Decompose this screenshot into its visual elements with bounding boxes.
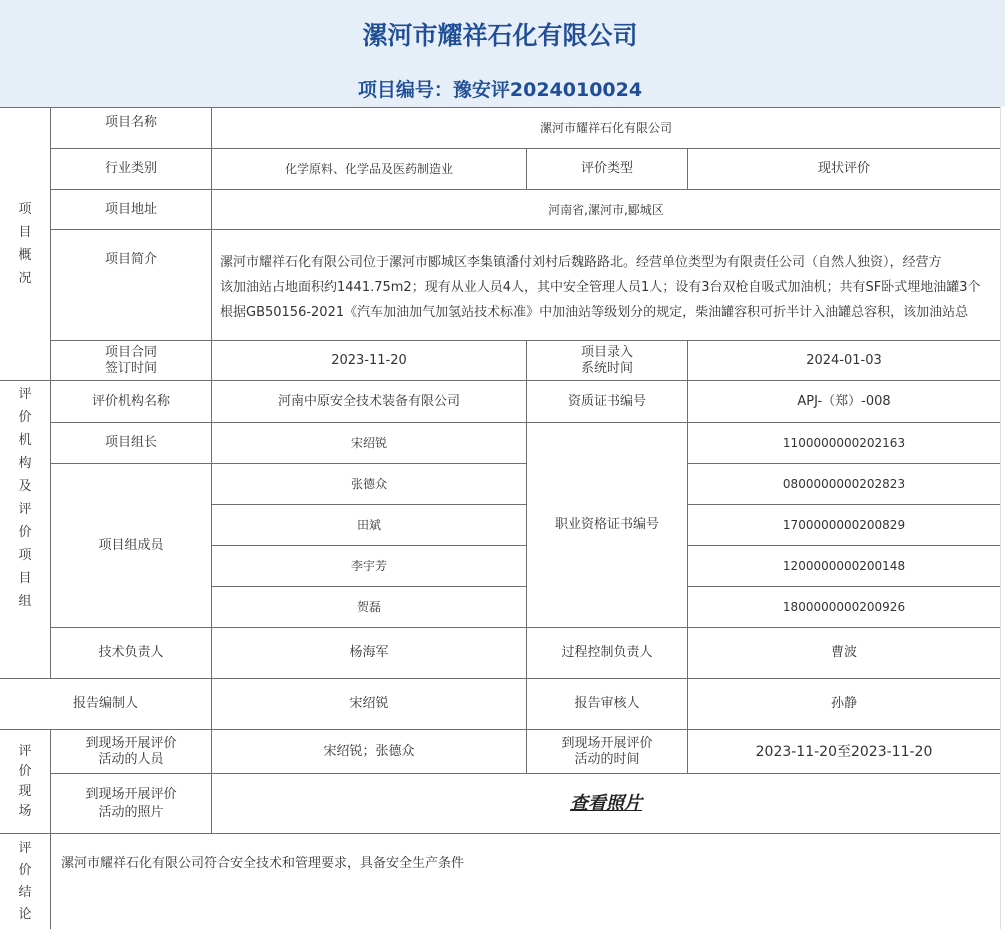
section-label-conclusion <box>0 834 51 929</box>
qualification-number: 1700000000200829 <box>688 505 1000 546</box>
section-char: 机 <box>18 433 32 448</box>
section-char: 评 <box>18 387 32 402</box>
members-label: 项目组成员 <box>51 464 212 628</box>
section-char: 价 <box>18 862 32 878</box>
qualification-label: 职业资格证书编号 <box>527 423 688 628</box>
section-label-site <box>0 730 51 834</box>
label-line: 签订时间 <box>104 360 157 376</box>
industry-label: 行业类别 <box>51 149 212 190</box>
tech-lead-value: 杨海军 <box>212 628 527 679</box>
section-char: 价 <box>18 525 32 540</box>
project-name-value: 漯河市耀祥石化有限公司 <box>212 107 1000 149</box>
view-photos-link[interactable]: 查看照片 <box>570 792 642 814</box>
site-photo-cell <box>212 774 1000 834</box>
process-lead-label: 过程控制负责人 <box>527 628 688 679</box>
report-reviewer-value: 孙静 <box>688 679 1000 730</box>
section-char: 价 <box>18 763 32 779</box>
tech-lead-label: 技术负责人 <box>51 628 212 679</box>
section-char: 论 <box>18 906 32 922</box>
intro-line: 该加油站占地面积约1441.75m2；现有从业人员4人，其中安全管理人员1人；设有3台双枪自吸式加油机；共有SF卧式埋地油罐3个 <box>220 280 981 295</box>
cert-label: 资质证书编号 <box>527 381 688 423</box>
intro-value <box>212 230 1000 341</box>
section-char: 现 <box>18 783 32 799</box>
conclusion-text: 漯河市耀祥石化有限公司符合安全技术和管理要求，具备安全生产条件 <box>51 834 1000 929</box>
section-char: 场 <box>18 803 32 819</box>
intro-line: 根据GB50156-2021《汽车加油加气加氢站技术标准》中加油站等级划分的规定，柴油罐容积可折半计入油罐总容积，该加油站总 <box>220 305 969 320</box>
section-char: 目 <box>18 225 32 240</box>
section-label-agency <box>0 381 51 679</box>
member-name: 张德众 <box>212 464 527 505</box>
scrollbar-track[interactable] <box>1000 107 1001 929</box>
eval-type-label: 评价类型 <box>527 149 688 190</box>
project-name-label: 项目名称 <box>51 107 212 149</box>
industry-value: 化学原料、化学品及医药制造业 <box>212 149 527 190</box>
member-name: 李宇芳 <box>212 546 527 587</box>
label-line: 到现场开展评价 <box>85 735 177 751</box>
section-char: 价 <box>18 410 32 425</box>
section-char: 评 <box>18 743 32 759</box>
section-label-overview <box>0 107 51 381</box>
section-char: 组 <box>18 594 32 609</box>
page-title: 漯河市耀祥石化有限公司 <box>362 21 638 50</box>
section-char: 评 <box>18 840 32 856</box>
section-char: 目 <box>18 571 32 586</box>
site-people-value: 宋绍锐；张德众 <box>212 730 527 774</box>
eval-type-value: 现状评价 <box>688 149 1000 190</box>
label-line: 系统时间 <box>580 360 633 376</box>
report-reviewer-label: 报告审核人 <box>527 679 688 730</box>
member-name: 田斌 <box>212 505 527 546</box>
report-writer-label: 报告编制人 <box>0 679 212 730</box>
address-value: 河南省,漯河市,郾城区 <box>212 190 1000 230</box>
contract-date-value: 2023-11-20 <box>212 341 527 381</box>
label-line: 到现场开展评价 <box>561 735 653 751</box>
section-char: 概 <box>18 248 32 263</box>
org-label: 评价机构名称 <box>51 381 212 423</box>
page-header <box>0 0 1005 107</box>
intro-label: 项目简介 <box>51 230 212 341</box>
section-char: 况 <box>18 271 32 286</box>
cert-value: APJ-（郑）-008 <box>688 381 1000 423</box>
contract-date-label <box>51 341 212 381</box>
label-line: 活动的人员 <box>98 751 164 767</box>
label-line: 项目录入 <box>580 344 633 360</box>
process-lead-value: 曹波 <box>688 628 1000 679</box>
section-char: 结 <box>18 884 32 900</box>
site-time-value: 2023-11-20至2023-11-20 <box>688 730 1000 774</box>
qualification-number: 1100000000202163 <box>688 423 1000 464</box>
leader-name: 宋绍锐 <box>212 423 527 464</box>
address-label: 项目地址 <box>51 190 212 230</box>
section-char: 评 <box>18 502 32 517</box>
qualification-number: 1800000000200926 <box>688 587 1000 628</box>
section-char: 项 <box>18 202 32 217</box>
site-photo-label <box>51 774 212 834</box>
section-char: 构 <box>18 456 32 471</box>
section-char: 项 <box>18 548 32 563</box>
member-name: 贺磊 <box>212 587 527 628</box>
project-number: 项目编号：豫安评2024010024 <box>357 79 643 101</box>
section-char: 及 <box>18 479 32 494</box>
report-writer-value: 宋绍锐 <box>212 679 527 730</box>
label-line: 活动的时间 <box>574 751 640 767</box>
entry-date-value: 2024-01-03 <box>688 341 1000 381</box>
qualification-number: 1200000000200148 <box>688 546 1000 587</box>
site-people-label <box>51 730 212 774</box>
intro-line: 漯河市耀祥石化有限公司位于漯河市郾城区李集镇潘付刘村后魏路路北。经营单位类型为有限责任公司（自然人独资），经营方 <box>220 255 942 270</box>
leader-label: 项目组长 <box>51 423 212 464</box>
org-value: 河南中原安全技术装备有限公司 <box>212 381 527 423</box>
label-line: 活动的照片 <box>98 804 164 820</box>
entry-date-label <box>527 341 688 381</box>
label-line: 到现场开展评价 <box>85 786 177 802</box>
qualification-number: 0800000000202823 <box>688 464 1000 505</box>
site-time-label <box>527 730 688 774</box>
label-line: 项目合同 <box>104 344 157 360</box>
